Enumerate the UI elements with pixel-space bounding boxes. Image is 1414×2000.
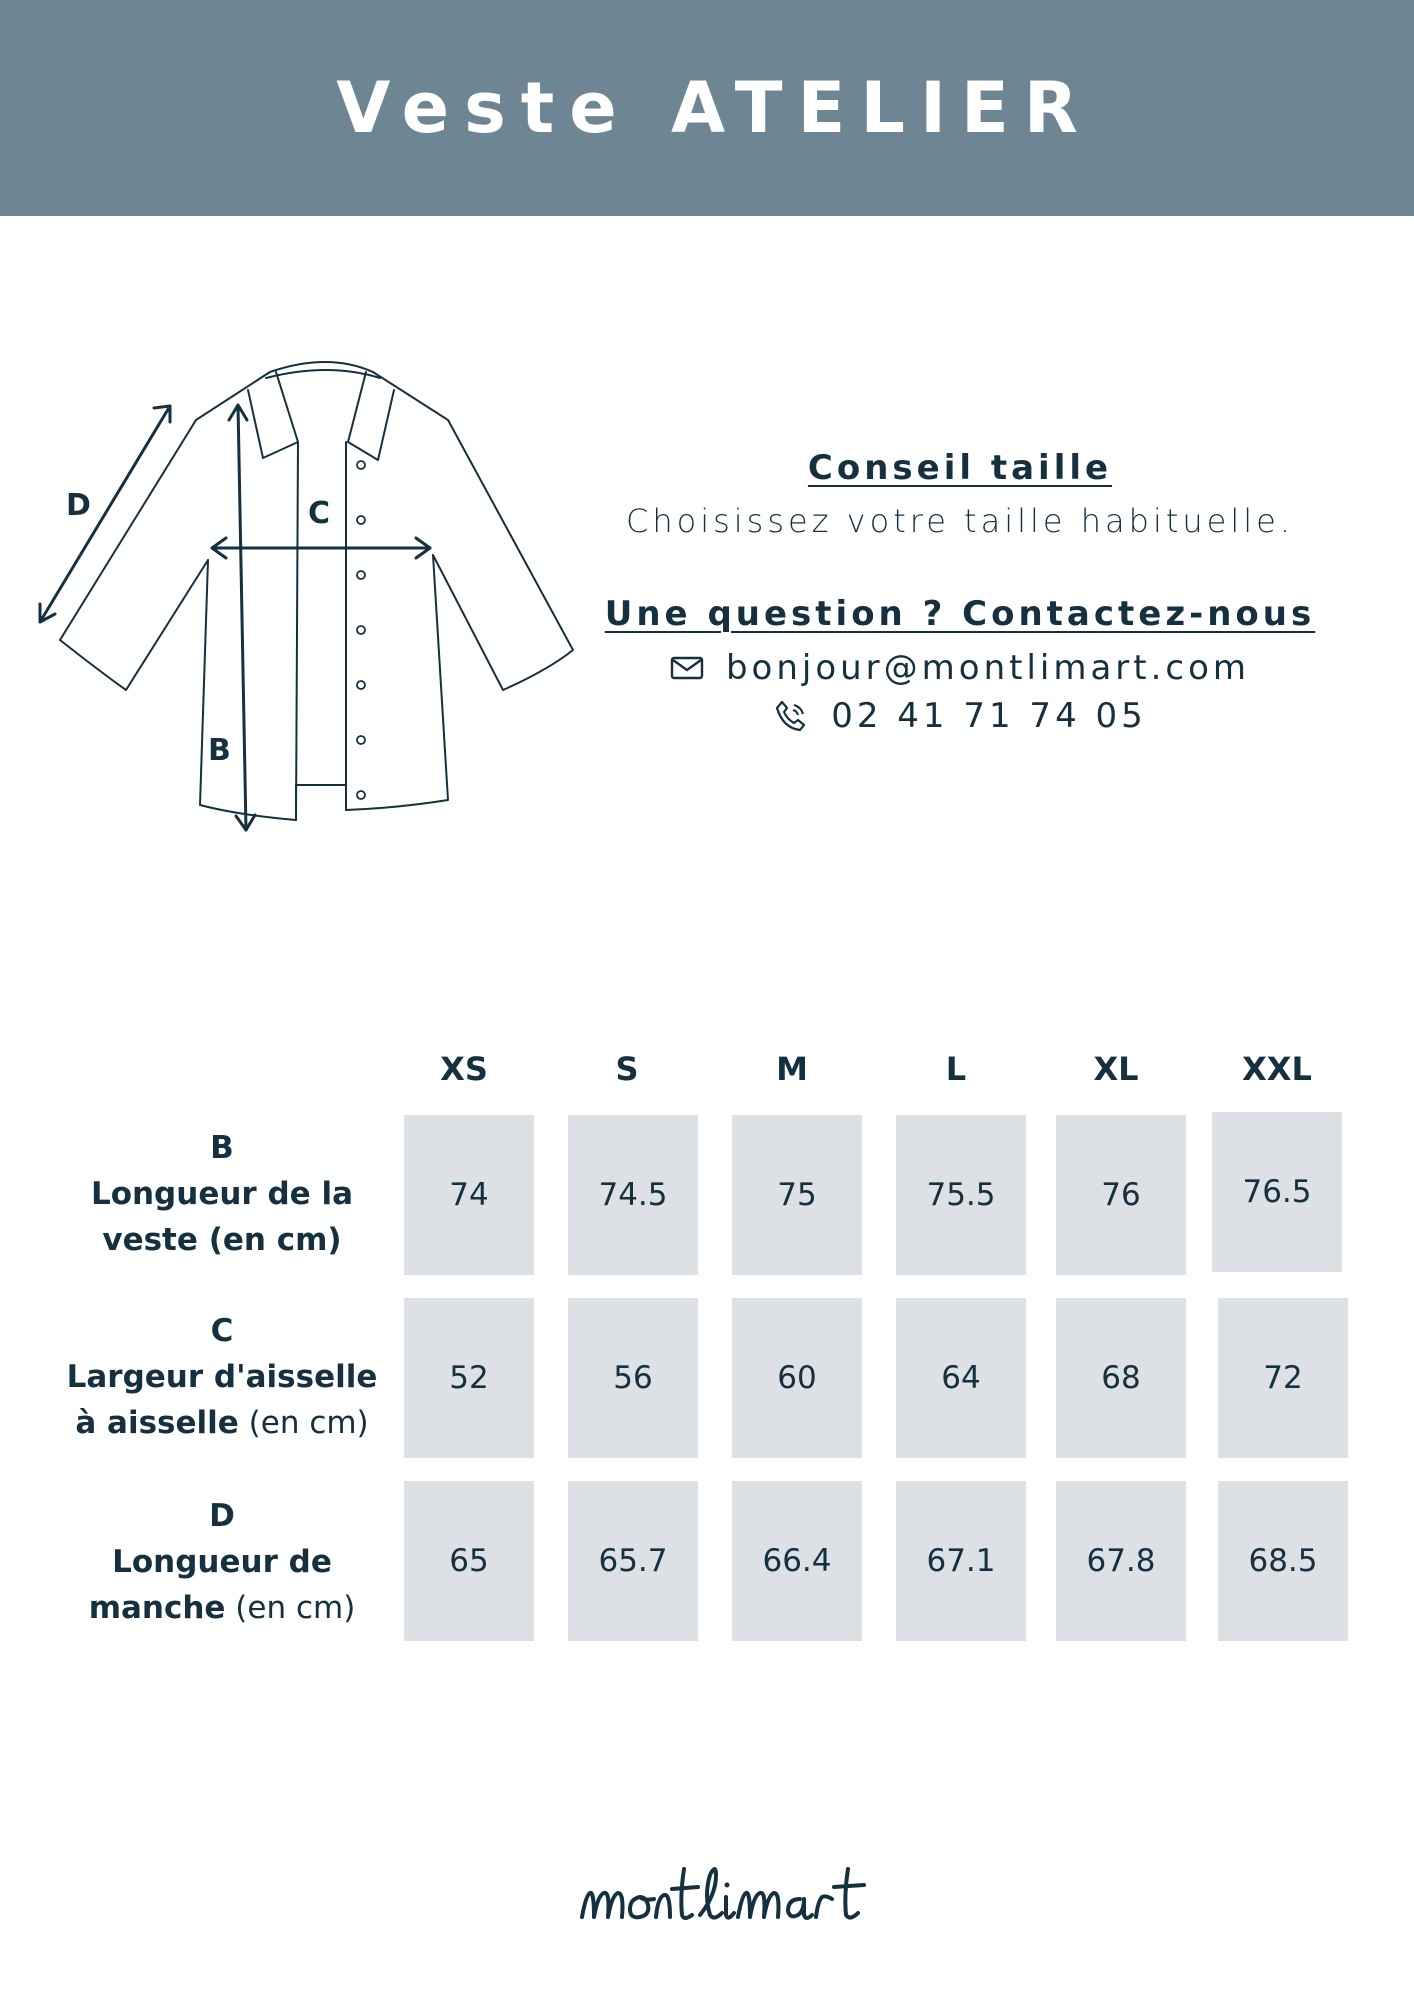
size-header-xs: XS: [440, 1050, 488, 1088]
row-label-b: B Longueur de la veste (en cm): [90, 1130, 354, 1258]
cell-c-m: 60: [732, 1298, 862, 1458]
size-header-s: S: [615, 1050, 639, 1088]
cell-c-xxl: 72: [1218, 1298, 1348, 1458]
cell-d-xl: 67.8: [1056, 1481, 1186, 1641]
cell-b-xxl: 76.5: [1212, 1112, 1342, 1272]
header-banner: [0, 0, 1414, 216]
phone-icon: [773, 698, 809, 734]
jacket-diagram: [28, 360, 588, 870]
diagram-label-b: B: [208, 733, 231, 768]
logo-script: [560, 1855, 920, 1945]
cell-b-m: 75: [732, 1115, 862, 1275]
diagram-label-d: D: [66, 488, 91, 523]
size-header-xxl: XXL: [1242, 1050, 1312, 1088]
email-link[interactable]: bonjour@montlimart.com: [725, 648, 1251, 688]
phone-line: [600, 696, 1320, 736]
row-label-d: D Longueur de manche (en cm): [88, 1498, 356, 1626]
envelope-icon: [670, 655, 704, 681]
diagram-label-c: C: [308, 496, 331, 531]
cell-c-xl: 68: [1056, 1298, 1186, 1458]
cell-d-m: 66.4: [732, 1481, 862, 1641]
advice-text: Choisissez votre taille habituelle.: [626, 502, 1294, 540]
cell-c-xs: 52: [404, 1298, 534, 1458]
jacket-illustration: [28, 360, 588, 870]
size-header-m: M: [776, 1050, 808, 1088]
cell-d-xxl: 68.5: [1218, 1481, 1348, 1641]
email-line: [600, 648, 1320, 688]
cell-b-xl: 76: [1056, 1115, 1186, 1275]
page-title: Veste ATELIER: [336, 67, 1093, 149]
size-header-l: L: [945, 1050, 967, 1088]
contact-heading: Une question ? Contactez-nous: [604, 594, 1316, 634]
cell-c-l: 64: [896, 1298, 1026, 1458]
size-header-xl: XL: [1093, 1050, 1139, 1088]
advice-heading: Conseil taille: [807, 448, 1113, 488]
cell-d-s: 65.7: [568, 1481, 698, 1641]
cell-b-xs: 74: [404, 1115, 534, 1275]
cell-c-s: 56: [568, 1298, 698, 1458]
cell-b-l: 75.5: [896, 1115, 1026, 1275]
cell-b-s: 74.5: [568, 1115, 698, 1275]
row-label-c: C Largeur d'aisselle à aisselle (en cm): [66, 1313, 378, 1441]
size-advice: [600, 448, 1320, 736]
montlimart-logo: [560, 1855, 920, 1945]
cell-d-xs: 65: [404, 1481, 534, 1641]
cell-d-l: 67.1: [896, 1481, 1026, 1641]
phone-number[interactable]: 02 41 71 74 05: [831, 696, 1147, 736]
